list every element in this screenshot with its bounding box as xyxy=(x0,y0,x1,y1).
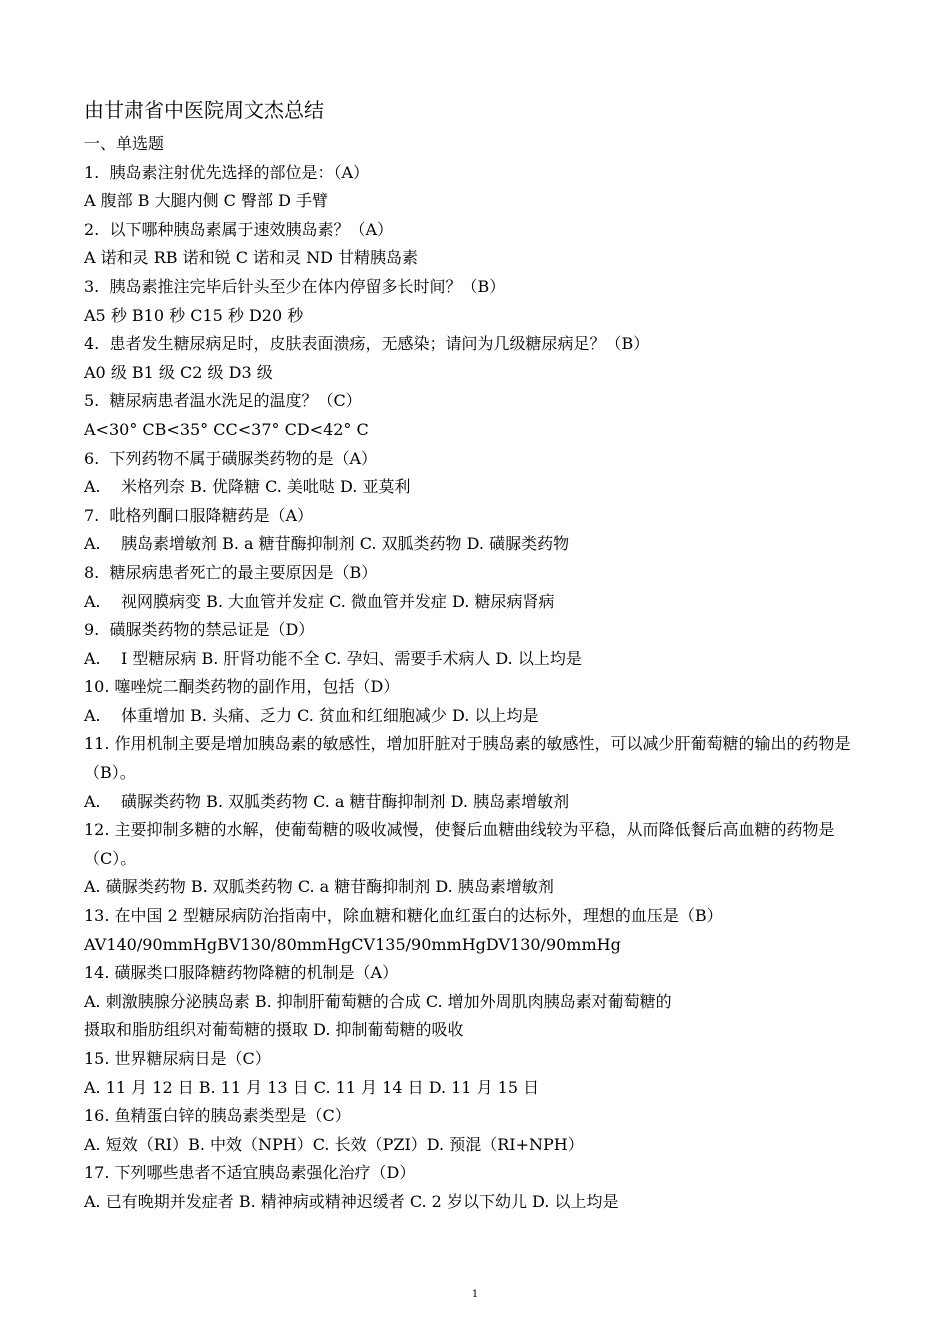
question-options: A. 磺脲类药物 B. 双胍类药物 C. a 糖苷酶抑制剂 D. 胰岛素增敏剂 xyxy=(84,877,554,897)
question-5 xyxy=(84,387,874,444)
document-page xyxy=(84,92,874,1217)
question-text: 6. 下列药物不属于磺脲类药物的是（A） xyxy=(84,448,377,468)
question-10 xyxy=(84,673,874,730)
question-options: A. 米格列奈 B. 优降糖 C. 美吡哒 D. 亚莫利 xyxy=(84,477,411,497)
question-text: 15. 世界糖尿病日是（C） xyxy=(84,1049,271,1068)
question-8 xyxy=(84,559,874,616)
question-15 xyxy=(84,1045,874,1102)
question-options: A0 级 B1 级 C2 级 D3 级 xyxy=(84,362,273,382)
question-options: A. 视网膜病变 B. 大血管并发症 C. 微血管并发症 D. 糖尿病肾病 xyxy=(84,591,555,611)
question-text: 9. 磺脲类药物的禁忌证是（D） xyxy=(84,620,315,640)
question-options: A. 已有晚期并发症者 B. 精神病或精神迟缓者 C. 2 岁以下幼儿 D. 以上均是 xyxy=(84,1191,619,1211)
question-text: 17. 下列哪些患者不适宜胰岛素强化治疗（D） xyxy=(84,1163,416,1183)
question-options: A. 11 月 12 日 B. 11 月 13 日 C. 11 月 14 日 D. 11 月 15 日 xyxy=(84,1077,540,1097)
question-options: A. I 型糖尿病 B. 肝肾功能不全 C. 孕妇、需要手术病人 D. 以上均是 xyxy=(84,648,582,668)
section-heading: 一、单选题 xyxy=(84,134,165,153)
question-text: 3. 胰岛素推注完毕后针头至少在体内停留多长时间？（B） xyxy=(84,276,506,296)
question-11 xyxy=(84,730,874,816)
question-text: 10. 噻唑烷二酮类药物的副作用，包括（D） xyxy=(84,677,400,697)
page-number: 1 xyxy=(471,1289,479,1300)
question-text: 7. 吡格列酮口服降糖药是（A） xyxy=(84,505,313,525)
question-text: 5. 糖尿病患者温水洗足的温度？（C） xyxy=(84,391,362,411)
question-13 xyxy=(84,902,874,959)
question-2 xyxy=(84,216,874,273)
question-options: AV140/90mmHgBV130/80mmHgCV135/90mmHgDV130/90mmHg xyxy=(84,934,621,954)
question-4 xyxy=(84,330,874,387)
question-text: 12. 主要抑制多糖的水解，使葡萄糖的吸收减慢，使餐后血糖曲线较为平稳，从而降低餐后高血糖的药物是（C）。 xyxy=(84,820,835,868)
question-16 xyxy=(84,1102,874,1159)
question-options: A5 秒 B10 秒 C15 秒 D20 秒 xyxy=(84,305,304,325)
question-7 xyxy=(84,502,874,559)
question-6 xyxy=(84,445,874,502)
question-options: A<30° CB<35° CC<37° CD<42° C xyxy=(84,419,369,439)
question-text: 13. 在中国 2 型糖尿病防治指南中，除血糖和糖化血红蛋白的达标外，理想的血压是（B） xyxy=(84,906,723,926)
question-1 xyxy=(84,159,874,216)
question-options: A. 体重增加 B. 头痛、乏力 C. 贫血和红细胞减少 D. 以上均是 xyxy=(84,705,539,725)
question-options: A. 刺激胰腺分泌胰岛素 B. 抑制肝葡萄糖的合成 C. 增加外周肌肉胰岛素对葡萄糖的 xyxy=(84,991,672,1011)
question-text: 11. 作用机制主要是增加胰岛素的敏感性，增加肝脏对于胰岛素的敏感性，可以减少肝葡萄糖的输出的药物是（B）。 xyxy=(84,734,851,783)
question-text: 14. 磺脲类口服降糖药物降糖的机制是（A） xyxy=(84,963,399,983)
question-options: A 诺和灵 RB 诺和锐 C 诺和灵 ND 甘精胰岛素 xyxy=(84,248,419,268)
question-options: A. 磺脲类药物 B. 双胍类药物 C. a 糖苷酶抑制剂 D. 胰岛素增敏剂 xyxy=(84,791,570,811)
question-options: A 腹部 B 大腿内侧 C 臀部 D 手臂 xyxy=(84,191,328,211)
question-text: 1. 胰岛素注射优先选择的部位是：（A） xyxy=(84,162,369,182)
question-17 xyxy=(84,1159,874,1216)
question-9 xyxy=(84,616,874,673)
question-options-continued: 摄取和脂肪组织对葡萄糖的摄取 D. 抑制葡萄糖的吸收 xyxy=(84,1020,464,1040)
question-options: A. 短效（RI）B. 中效（NPH）C. 长效（PZI）D. 预混（RI+NPH） xyxy=(84,1134,584,1154)
question-text: 16. 鱼精蛋白锌的胰岛素类型是（C） xyxy=(84,1106,351,1126)
question-text: 4. 患者发生糖尿病足时，皮肤表面溃疡，无感染；请问为几级糖尿病足？（B） xyxy=(84,334,650,354)
question-text: 8. 糖尿病患者死亡的最主要原因是（B） xyxy=(84,562,378,582)
question-12 xyxy=(84,816,874,902)
question-options: A. 胰岛素增敏剂 B. a 糖苷酶抑制剂 C. 双胍类药物 D. 磺脲类药物 xyxy=(84,534,570,554)
question-text: 2. 以下哪种胰岛素属于速效胰岛素？（A） xyxy=(84,219,393,239)
document-title: 由甘肃省中医院周文杰总结 xyxy=(84,98,324,122)
question-14 xyxy=(84,959,874,1045)
question-3 xyxy=(84,273,874,330)
